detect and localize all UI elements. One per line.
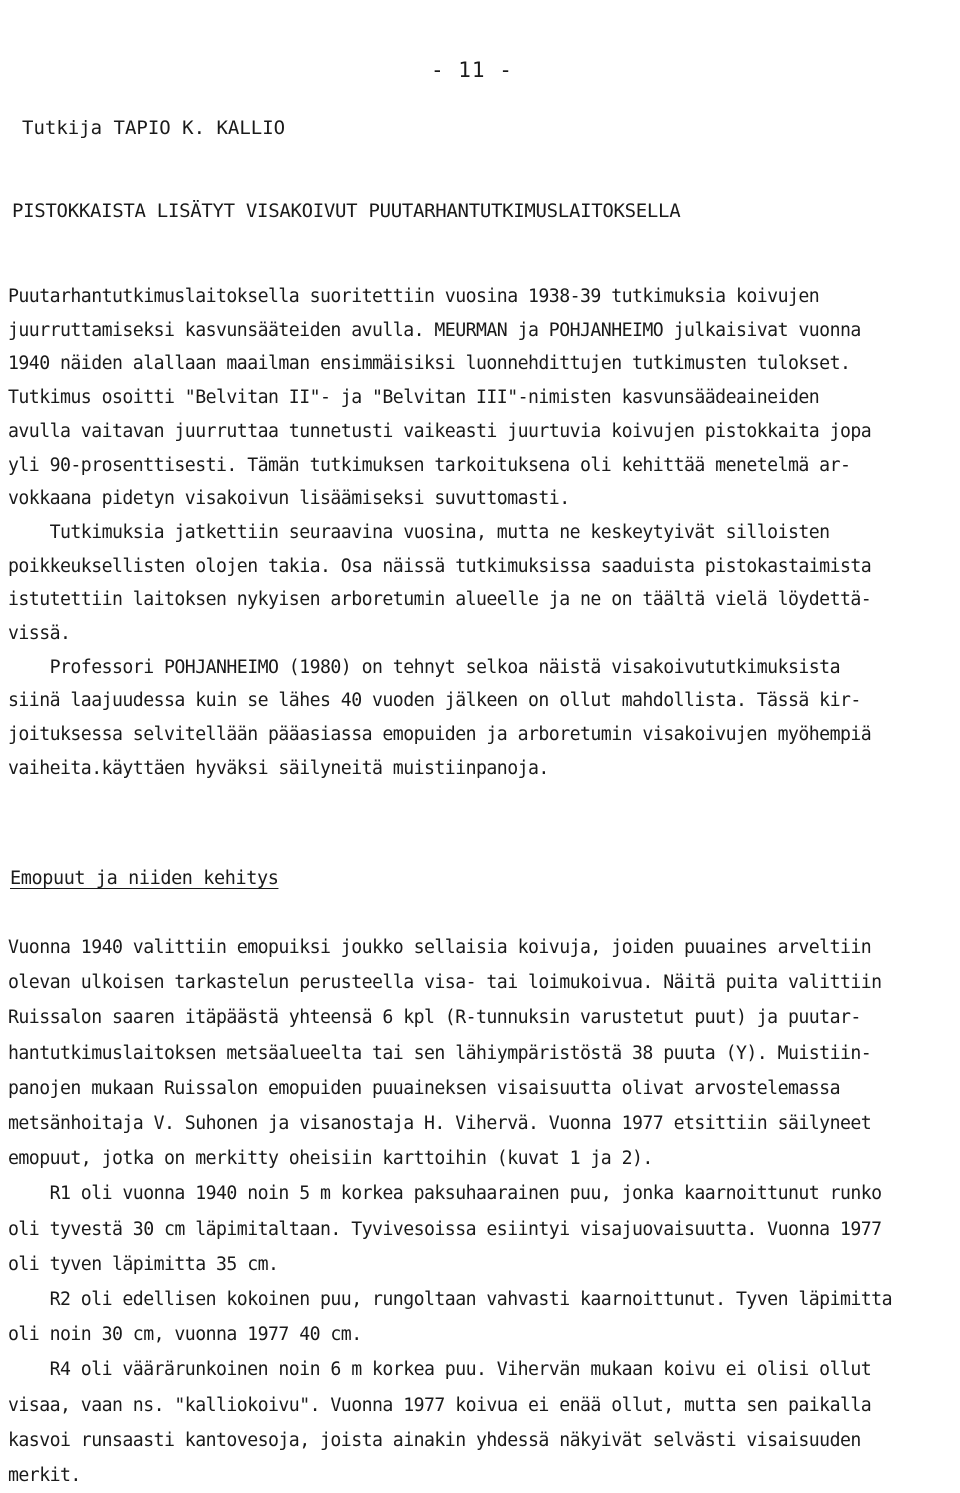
text-line: vaiheita.käyttäen hyväksi säilyneitä muistiinpanoja. (8, 757, 549, 779)
text-line: Professori POHJANHEIMO (1980) on tehnyt selkoa näistä visakoivututkimuksista (8, 656, 840, 678)
text-line: hantutkimuslaitoksen metsäalueelta tai sen lähiympäristöstä 38 puuta (Y). Muistiin- (8, 1042, 872, 1064)
text-line: Tutkimus osoitti "Belvitan II"- ja "Belvitan III"-nimisten kasvunsäädeaineiden (8, 387, 820, 409)
text-line: olevan ulkoisen tarkastelun perusteella visa- tai loimukoivua. Näitä puita valittiin (8, 972, 882, 994)
text-line: emopuut, jotka on merkitty oheisiin karttoihin (kuvat 1 ja 2). (8, 1148, 653, 1170)
article-title: PISTOKKAISTA LISÄTYT VISAKOIVUT PUUTARHANTUTKIMUSLAITOKSELLA (12, 200, 681, 222)
text-line: Ruissalon saaren itäpäästä yhteensä 6 kpl (R-tunnuksin varustetut puut) ja puutar- (8, 1007, 861, 1029)
text-line: 1940 näiden alallaan maailman ensimmäisiksi luonnehdittujen tutkimusten tulokset. (8, 353, 851, 375)
intro-text (8, 280, 956, 786)
text-line: R4 oli väärärunkoinen noin 6 m korkea puu. Vihervän mukaan koivu ei olisi ollut (8, 1359, 872, 1381)
text-line: vokkaana pidetyn visakoivun lisäämiseksi suvuttomasti. (8, 488, 570, 510)
text-line: kasvoi runsaasti kantovesoja, joista ainakin yhdessä näkyivät selvästi visaisuuden (8, 1429, 861, 1451)
text-line: R1 oli vuonna 1940 noin 5 m korkea paksuhaarainen puu, jonka kaarnoittunut runko (8, 1183, 882, 1205)
text-line: panojen mukaan Ruissalon emopuiden puuaineksen visaisuutta olivat arvostelemassa (8, 1077, 840, 1099)
text-line: R2 oli edellisen kokoinen puu, rungoltaan vahvasti kaarnoittunut. Tyven läpimitta (8, 1289, 892, 1311)
text-line: Puutarhantutkimuslaitoksella suoritettiin vuosina 1938-39 tutkimuksia koivujen (8, 286, 820, 307)
text-line: Vuonna 1940 valittiin emopuiksi joukko sellaisia koivuja, joiden puuaines arveltiin (8, 937, 872, 958)
author-line: Tutkija TAPIO K. KALLIO (22, 117, 286, 139)
section-body-text (8, 930, 956, 1493)
section-heading: Emopuut ja niiden kehitys (10, 868, 279, 889)
text-line: merkit. (8, 1465, 81, 1487)
text-line: vissä. (8, 623, 71, 645)
text-line: istutettiin laitoksen nykyisen arboretumin alueelle ja ne on täältä vielä löydettä- (8, 589, 872, 611)
text-line: siinä laajuudessa kuin se lähes 40 vuoden jälkeen on ollut mahdollista. Tässä kir- (8, 690, 861, 712)
text-line: metsänhoitaja V. Suhonen ja visanostaja H. Vihervä. Vuonna 1977 etsittiin säilyneet (8, 1113, 872, 1135)
text-line: poikkeuksellisten olojen takia. Osa näissä tutkimuksissa saaduista pistokastaimista (8, 555, 872, 577)
text-line: oli tyvestä 30 cm läpimitaltaan. Tyvivesoissa esiintyi visajuovaisuutta. Vuonna 1977 (8, 1218, 882, 1240)
text-line: joituksessa selvitellään pääasiassa emopuiden ja arboretumin visakoivujen myöhempiä (8, 724, 872, 746)
text-line: visaa, vaan ns. "kalliokoivu". Vuonna 1977 koivua ei enää ollut, mutta sen paikalla (8, 1394, 872, 1416)
text-line: Tutkimuksia jatkettiin seuraavina vuosina, mutta ne keskeytyivät silloisten (8, 521, 830, 543)
text-line: juurruttamiseksi kasvunsääteiden avulla. MEURMAN ja POHJANHEIMO julkaisivat vuonna (8, 319, 861, 341)
page-number: - 11 - (431, 58, 513, 82)
text-line: yli 90-prosenttisesti. Tämän tutkimuksen tarkoituksena oli kehittää menetelmä ar- (8, 454, 851, 476)
text-line: oli tyven läpimitta 35 cm. (8, 1253, 279, 1275)
text-line: avulla vaitavan juurruttaa tunnetusti vaikeasti juurtuvia koivujen pistokkaita jopa (8, 420, 872, 442)
text-line: oli noin 30 cm, vuonna 1977 40 cm. (8, 1324, 362, 1346)
